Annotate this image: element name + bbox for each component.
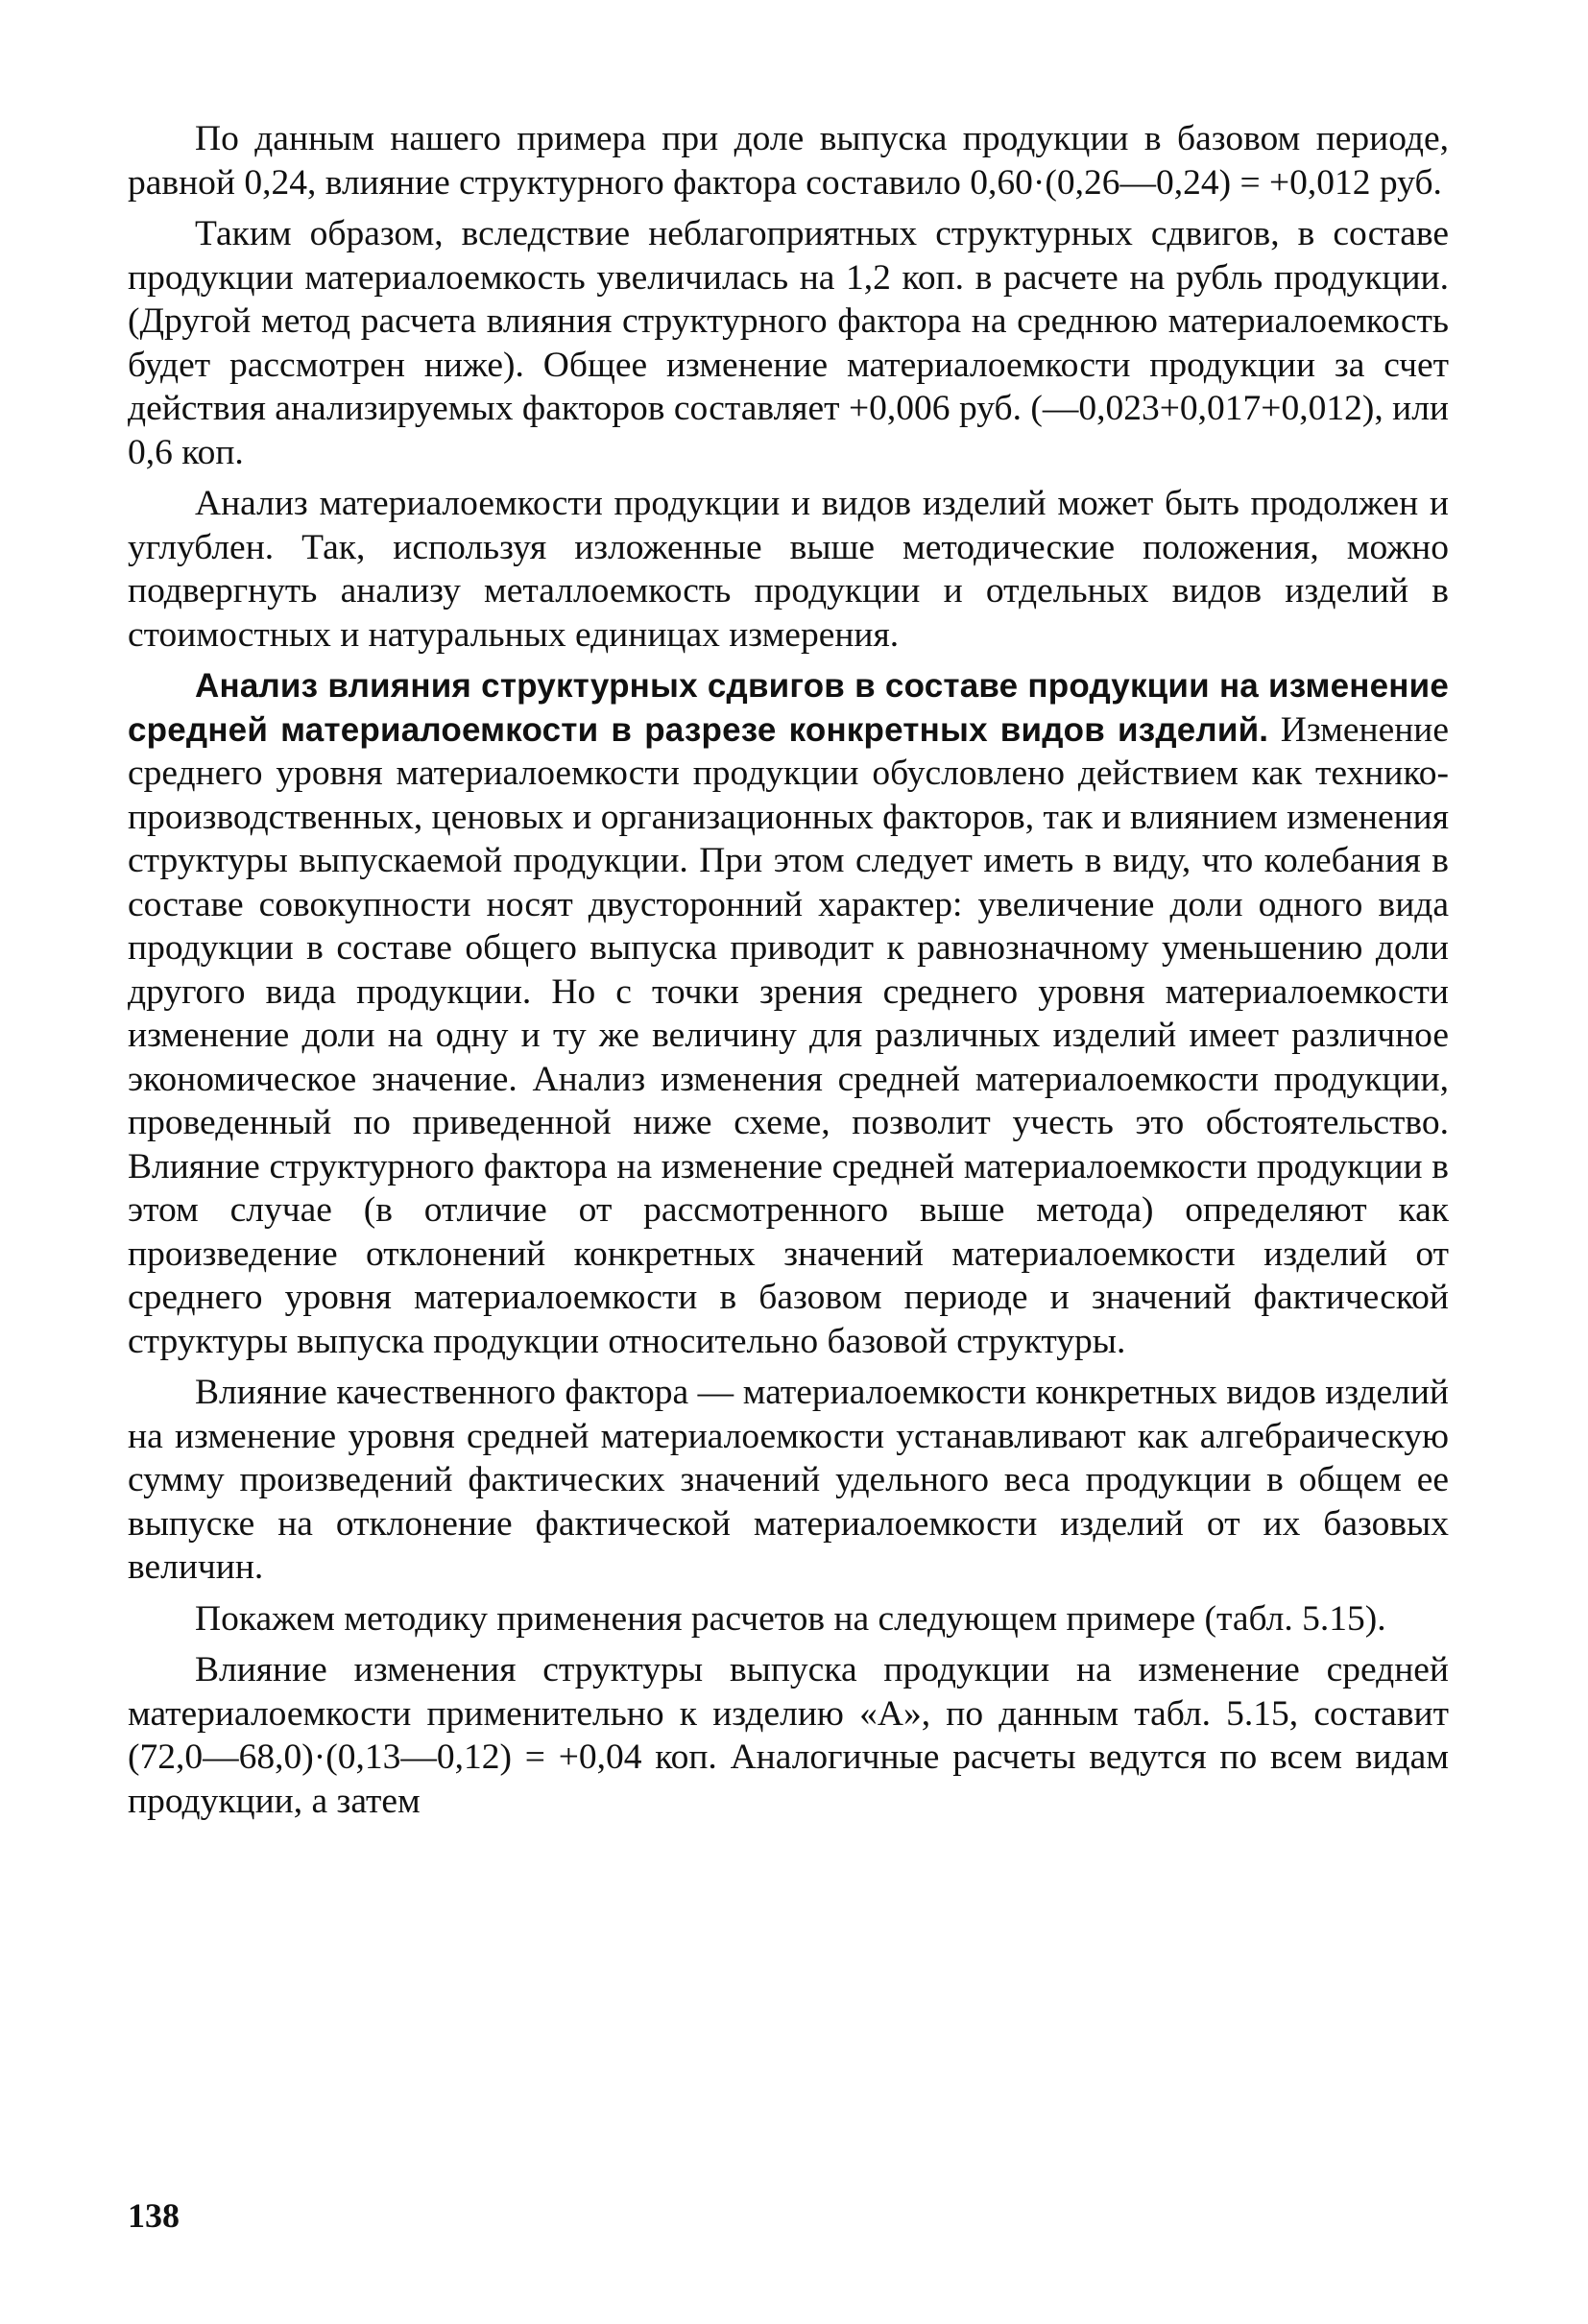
page-body xyxy=(128,117,1449,1831)
paragraph-text: Таким образом, вследствие неблагоприятных структурных сдвигов, в составе продукции материалоемкость увеличилась на 1,2 коп. в расчете на рубль продукции. (Другой метод расчета влияния структурного фактора на среднюю материалоемкость будет рассмотрен ниже). Общее изменение материалоемкости продукции за счет действия анализируемых факторов составляет +0,006 руб. (—0,023+0,017+0,012), или 0,6 коп. xyxy=(128,214,1449,472)
paragraph-product-a-calculation xyxy=(128,1648,1449,1823)
paragraph-method-example xyxy=(128,1597,1449,1641)
paragraph-text: Покажем методику применения расчетов на следующем примере (табл. 5.15). xyxy=(195,1598,1386,1639)
paragraph-text: По данным нашего примера при доле выпуска продукции в базовом периоде, равной 0,24, влияние структурного фактора составило 0,60·(0,26—0,24) = +0,012 руб. xyxy=(128,119,1449,203)
paragraph-qualitative-factor xyxy=(128,1371,1449,1590)
paragraph-text: Влияние качественного фактора — материалоемкости конкретных видов изделий на изменение уровня средней материалоемкости устанавливают как алгебраическую сумму произведений фактических значений удельного веса продукции в общем ее выпуске на отклонение фактической материалоемкости изделий от их базовых величин. xyxy=(128,1373,1449,1587)
page-number: 138 xyxy=(128,2196,180,2235)
paragraph-text: Анализ материалоемкости продукции и видов изделий может быть продолжен и углублен. Так, используя изложенные выше методические положения, можно подвергнуть анализу металлоемкость продукции и отдельных видов изделий в стоимостных и натуральных единицах измерения. xyxy=(128,484,1449,655)
paragraph-text: Влияние изменения структуры выпуска продукции на изменение средней материалоемкости применительно к изделию «А», по данным табл. 5.15, составит (72,0—68,0)·(0,13—0,12) = +0,04 коп. Аналогичные расчеты ведутся по всем видам продукции, а затем xyxy=(128,1650,1449,1821)
paragraph-total-change xyxy=(128,212,1449,474)
paragraph-metal-intensity xyxy=(128,482,1449,657)
section-heading: Анализ влияния структурных сдвигов в составе продукции на изменение средней материалоемкости в разрезе конкретных видов изделий. xyxy=(128,667,1449,749)
paragraph-structural-shifts-analysis xyxy=(128,664,1449,1363)
paragraph-text: Изменение среднего уровня материалоемкости продукции обусловлено действием как технико-производственных, ценовых и организационных факторов, так и влиянием изменения структуры выпускаемой продукции. При этом следует иметь в виду, что колебания в составе совокупности носят двусторонний характер: увеличение доли одного вида продукции в составе общего выпуска приводит к равнозначному уменьшению доли другого вида продукции. Но с точки зрения среднего уровня материалоемкости изменение доли на одну и ту же величину для различных изделий имеет различное экономическое значение. Анализ изменения средней материалоемкости продукции, проведенный по приведенной ниже схеме, позволит учесть это обстоятельство. Влияние структурного фактора на изменение средней материалоемкости продукции в этом случае (в отличие от рассмотренного выше метода) определяют как произведение отклонений конкретных значений материалоемкости изделий от среднего уровня материалоемкости в базовом периоде и значений фактической структуры выпуска продукции относительно базовой структуры. xyxy=(128,709,1449,1361)
paragraph-structural-factor-example xyxy=(128,117,1449,204)
